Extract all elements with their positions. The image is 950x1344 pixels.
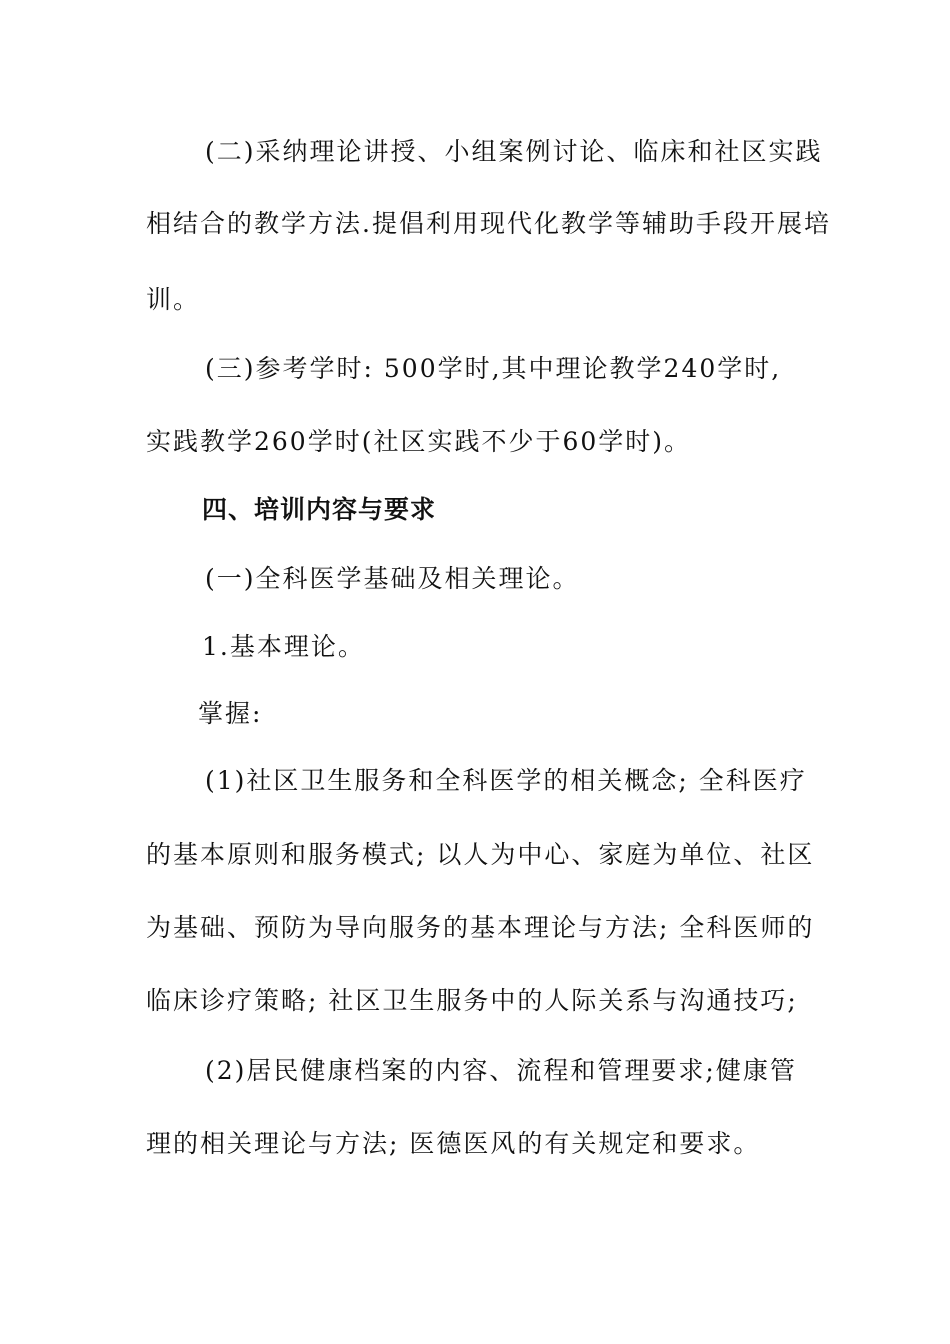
paragraph-line-2: 相结合的教学方法.提倡利用现代化教学等辅助手段开展培: [146, 209, 831, 238]
subsection-heading: (一)全科医学基础及相关理论。: [205, 564, 580, 593]
paragraph-line-15: 理的相关理论与方法; 医德医风的有关规定和要求。: [146, 1129, 761, 1158]
paragraph-line-14: (2)居民健康档案的内容、流程和管理要求;健康管: [205, 1056, 797, 1085]
paragraph-line-12: 为基础、预防为导向服务的基本理论与方法; 全科医师的: [146, 913, 815, 942]
section-heading: 四、培训内容与要求: [202, 495, 437, 524]
master-label: 掌握:: [198, 699, 263, 728]
paragraph-line-13: 临床诊疗策略; 社区卫生服务中的人际关系与沟通技巧;: [146, 986, 798, 1015]
paragraph-line-1: (二)采纳理论讲授、小组案例讨论、临床和社区实践: [205, 137, 823, 166]
paragraph-line-5: 实践教学260学时(社区实践不少于60学时)。: [146, 427, 692, 456]
paragraph-line-4: (三)参考学时: 500学时,其中理论教学240学时,: [205, 354, 782, 383]
paragraph-line-10: (1)社区卫生服务和全科医学的相关概念; 全科医疗: [205, 766, 807, 795]
paragraph-line-3: 训。: [146, 285, 201, 314]
paragraph-line-11: 的基本原则和服务模式; 以人为中心、家庭为单位、社区: [146, 840, 815, 869]
item-heading: 1.基本理论。: [202, 632, 365, 661]
